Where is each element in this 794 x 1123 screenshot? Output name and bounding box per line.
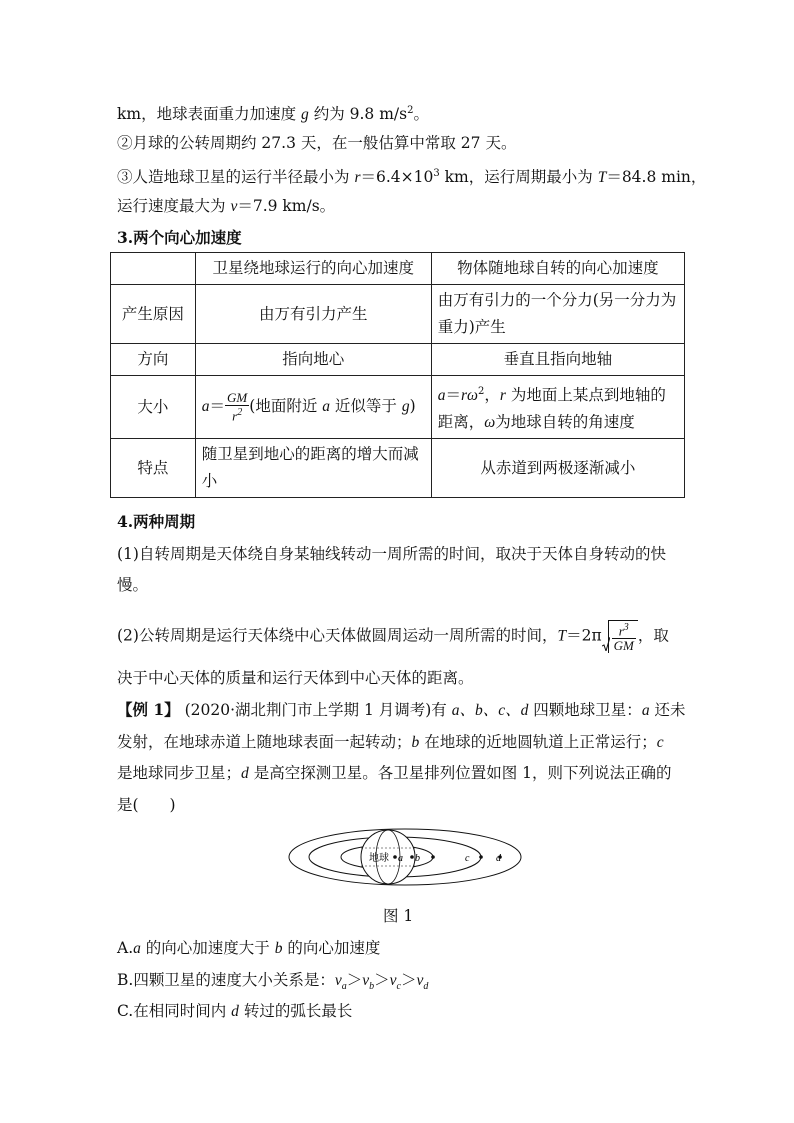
var-a: a: [437, 387, 446, 405]
text: ，取: [637, 626, 669, 645]
var-a: a: [641, 702, 650, 719]
var-v: v: [416, 972, 424, 989]
example-line-3: [117, 763, 671, 784]
text: A.: [117, 939, 134, 957]
acceleration-table: [110, 252, 685, 498]
var-d: d: [231, 1003, 239, 1020]
var-v: v: [230, 198, 238, 215]
fraction: [225, 391, 249, 423]
var-r: r: [499, 387, 506, 405]
var-g: g: [301, 106, 309, 124]
var-list: a、b、c、d: [451, 702, 529, 719]
text: B.四颗卫星的速度大小关系是：: [117, 971, 335, 989]
text-line-3: [117, 164, 706, 188]
var-v: v: [362, 972, 370, 989]
text: 是高空探测卫星。各卫星排列位置如图 1，则下列说法正确的: [248, 764, 672, 782]
text: (2)公转周期是运行天体绕中心天体做圆周运动一周所需的时间，: [117, 626, 558, 645]
figure-caption: 图 1: [383, 907, 414, 925]
orbit-diagram: [287, 826, 523, 888]
sat-c-label: c: [465, 853, 470, 864]
var-d: d: [241, 765, 249, 782]
section-heading-4: 4.两种周期: [117, 512, 196, 531]
text: ＝84.8 min，: [606, 168, 707, 187]
row-label: 大小: [111, 376, 196, 439]
option-c[interactable]: [117, 1001, 352, 1022]
table-cell: [431, 376, 684, 439]
text: 。: [413, 105, 429, 124]
table-cell: 随卫星到地心的距离的增大而减小: [195, 439, 431, 498]
text: C.在相同时间内: [117, 1002, 232, 1020]
text: 运行速度最大为: [117, 197, 231, 215]
text: 约为 9.8 m/s: [308, 105, 408, 124]
var-v: v: [334, 972, 342, 989]
example-label: 【例 1】: [117, 700, 180, 719]
text: ③人造地球卫星的运行半径最小为: [117, 168, 355, 187]
var-g: g: [401, 398, 410, 416]
text: km，运行周期最小为: [439, 168, 598, 187]
table-cell: 由万有引力产生: [195, 285, 431, 344]
text: 的向心加速度大于: [140, 939, 275, 957]
text: ＝2π: [566, 626, 602, 645]
sqrt-expression: [602, 620, 638, 653]
var-r-omega: rω: [461, 387, 478, 405]
denominator: [225, 406, 249, 423]
text: 还未: [649, 701, 686, 719]
text: 在地球的近地圆轨道上正常运行；: [419, 733, 657, 751]
var-a: a: [133, 940, 141, 957]
text-line-4: [117, 196, 335, 217]
var-b: b: [411, 734, 420, 751]
earth-label: 地球: [369, 853, 389, 864]
table-cell: [195, 376, 431, 439]
text: 转过的弧长最长: [238, 1002, 353, 1020]
var-T: T: [597, 169, 607, 187]
superscript: 3: [623, 622, 629, 633]
numerator: GM: [227, 389, 248, 405]
var-c: c: [656, 734, 664, 751]
superscript: 2: [407, 105, 414, 116]
superscript: 3: [433, 168, 440, 179]
option-b[interactable]: [117, 970, 428, 997]
text: (地面附近: [249, 397, 323, 416]
text: (2020·湖北荆门市上学期 1 月调考)有: [179, 701, 452, 719]
var-v: v: [389, 972, 397, 989]
table-cell: 由万有引力的一个分力(另一分力为重力)产生: [431, 285, 684, 344]
fraction: [612, 621, 636, 653]
row-label: 产生原因: [111, 285, 196, 344]
text: ＝: [209, 397, 226, 416]
text: 的向心加速度: [282, 939, 381, 957]
table-header-cell: [111, 253, 196, 285]
row-label: 方向: [111, 344, 196, 376]
var-a: a: [322, 398, 330, 416]
table-header-row: [111, 253, 685, 285]
table-row: [111, 439, 685, 498]
table-row: [111, 376, 685, 439]
text: ，: [484, 386, 500, 405]
numerator: [612, 621, 636, 639]
text: 近似等于: [330, 397, 402, 416]
gt-sign: ＞: [374, 971, 390, 989]
text: 是地球同步卫星；: [117, 764, 242, 782]
text: ): [409, 397, 416, 416]
var-a: a: [201, 398, 210, 416]
text: ＝6.4×10: [360, 168, 434, 187]
table-cell: 垂直且指向地轴: [431, 344, 684, 376]
denominator: GM: [613, 638, 634, 654]
sat-b-label: b: [415, 853, 420, 864]
sat-a-label: a: [398, 853, 403, 864]
var-omega: ω: [484, 414, 496, 432]
table-row: [111, 285, 685, 344]
subscript: b: [369, 981, 375, 993]
text: 为地球自转的角速度: [495, 413, 635, 432]
paragraph-1-line-1: (1)自转周期是天体绕自身某轴线转动一周所需的时间，取决于天体自身转动的快: [117, 545, 666, 563]
option-a[interactable]: [117, 938, 380, 959]
var-T: T: [557, 627, 567, 645]
text: r: [618, 623, 624, 639]
text: 为地面上某点到地轴的距离，: [437, 386, 666, 432]
example-line-4: 是( ): [117, 796, 176, 814]
table-cell: 指向地心: [195, 344, 431, 376]
radical-sign-icon: [602, 637, 610, 651]
var-r: r: [354, 169, 361, 187]
gt-sign: ＞: [346, 971, 363, 989]
superscript: 2: [477, 386, 485, 397]
text: km，地球表面重力加速度: [117, 105, 302, 124]
row-label: 特点: [111, 439, 196, 498]
text-line-2: ②月球的公转周期约 27.3 天，在一般估算中常取 27 天。: [117, 134, 517, 152]
table-header-cell: 卫星绕地球运行的向心加速度: [195, 253, 431, 285]
superscript: 2: [237, 406, 243, 418]
sat-d-label: d: [496, 853, 501, 864]
text: ＝7.9 km/s。: [237, 197, 336, 215]
var-b: b: [274, 940, 283, 957]
paragraph-2-line-2: 决于中心天体的质量和运行天体到中心天体的距离。: [117, 669, 474, 687]
subscript: a: [341, 981, 347, 993]
example-line-2: [117, 732, 664, 753]
text-line-1: [117, 101, 429, 125]
table-cell: 从赤道到两极逐渐减小: [431, 439, 684, 498]
table-row: [111, 344, 685, 376]
text: ＝: [445, 386, 461, 405]
text: 四颗地球卫星：: [528, 701, 642, 719]
paragraph-1-line-2: 慢。: [117, 576, 149, 594]
gt-sign: ＞: [400, 971, 417, 989]
subscript: c: [396, 981, 401, 993]
example-line-1: [117, 700, 686, 721]
radicand: [608, 620, 638, 653]
subscript: d: [423, 981, 429, 993]
text: r: [232, 408, 238, 424]
section-heading-3: 3.两个向心加速度: [117, 228, 242, 247]
table-header-cell: 物体随地球自转的向心加速度: [431, 253, 684, 285]
text: 发射，在地球赤道上随地球表面一起转动；: [117, 733, 412, 751]
paragraph-2-line-1: [117, 620, 669, 653]
